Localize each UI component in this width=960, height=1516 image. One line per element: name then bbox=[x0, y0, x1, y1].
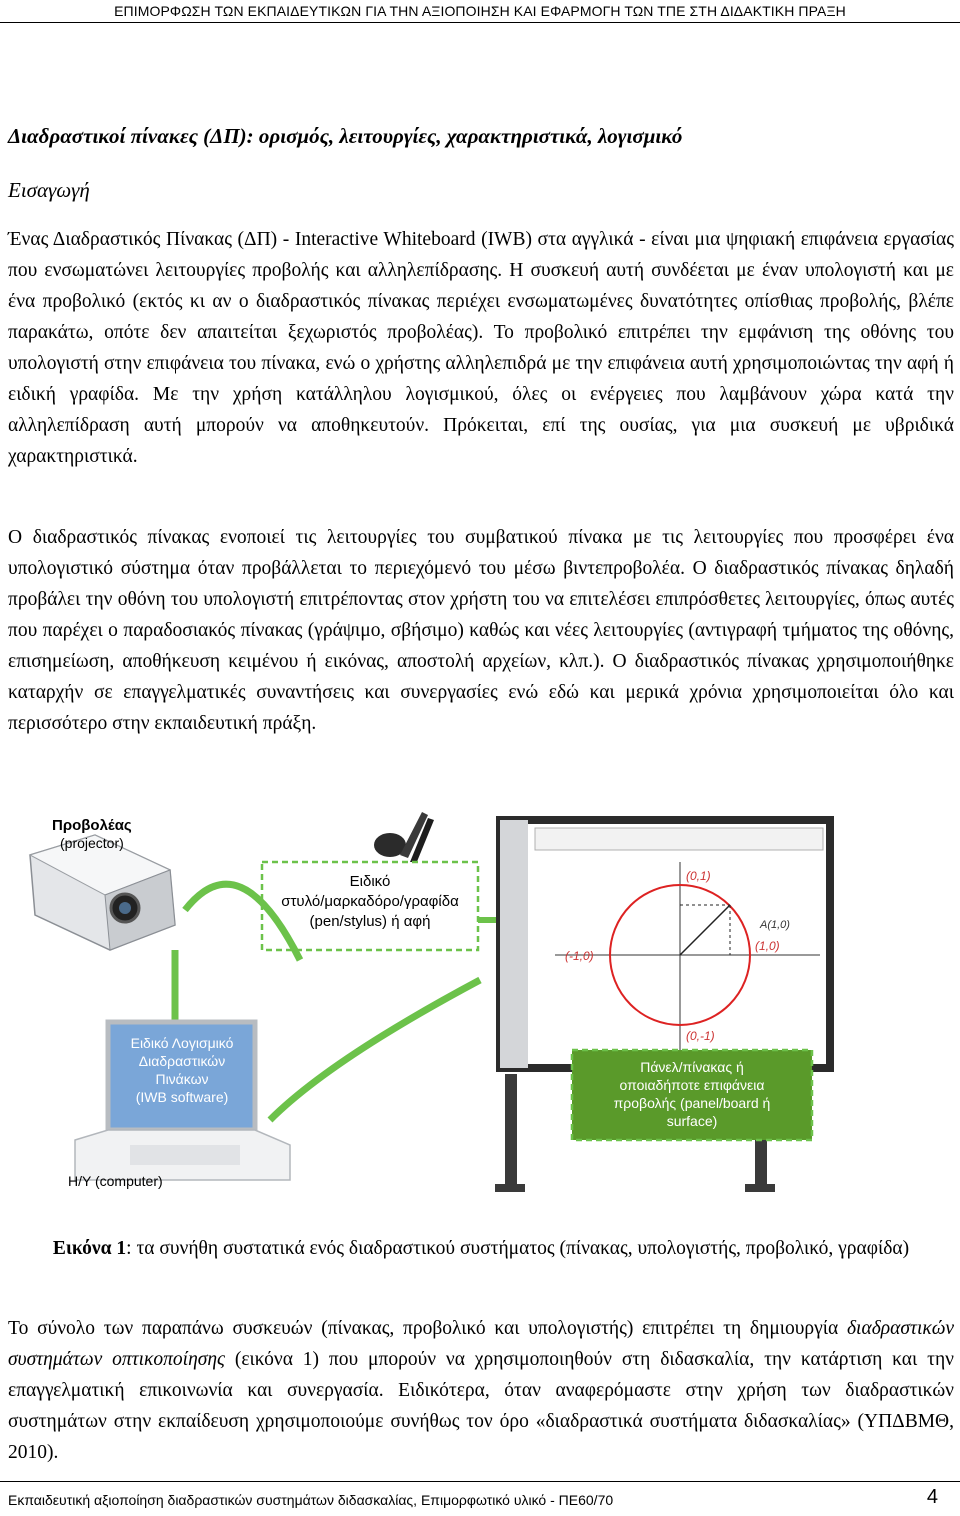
board-label-1: Πάνελ/πίνακας ή bbox=[640, 1059, 744, 1075]
arrow-computer-board bbox=[270, 980, 480, 1120]
board-mark-5: A(1,0) bbox=[760, 919, 790, 931]
paragraph-functions: Ο διαδραστικός πίνακας ενοποιεί τις λειτουργίες του συμβατικού πίνακα με τις λειτουργίες που προσφέρει ένα υπολογιστικό σύστημα όταν προβάλλεται το περιεχόμενό του μέσω βιντεπροβολέα. Ο διαδραστικός πίνακας δηλαδή προβάλει την οθόνη του υπολογιστή επιτρέποντας στον χρήστη του να επιτελέσει επιπρόσθετες λειτουργίες, όπως αυτές που παρέχει ο παραδοσιακός πίνακας (γράψιμο, σβήσιμο) καθώς και νέες λειτουργίες (αντιγραφή τμήματος της οθόνης, επισημείωση, αποθήκευση κειμένου ή εικόνας, αποστολή αρχείων, κλπ.). Ο διαδραστικός πίνακας χρησιμοποιήθηκε καταρχήν σε επαγγελματικές συναντήσεις και συνεργασίες ενώ εδώ και μερικά χρόνια χρησιμοποιείται όλο και περισσότερο στην εκπαιδευτική πράξη. bbox=[8, 527, 954, 734]
pen-label-3: (pen/stylus) ή αφή bbox=[309, 913, 431, 930]
board-mark-4: (1,0) bbox=[755, 939, 780, 953]
subsection-title: Εισαγωγή bbox=[8, 178, 90, 202]
board-mark-3: (0,1) bbox=[686, 869, 711, 883]
page-number: 4 bbox=[926, 1486, 938, 1508]
pen-label-1: Ειδικό bbox=[349, 873, 391, 890]
stylus-image bbox=[374, 812, 434, 864]
p3-text-a: Το σύνολο των παραπάνω συσκευών (πίνακας, προβολικό και υπολογιστής) επιτρέπει τη δημιουργία bbox=[8, 1318, 847, 1339]
p3-emphasis: διαδραστικών συστημάτων οπτικοποίησης bbox=[8, 1318, 954, 1370]
page-footer bbox=[0, 1481, 960, 1516]
software-label-2: Διαδραστικών bbox=[138, 1053, 226, 1069]
board-label-2: οποιαδήποτε επιφάνεια bbox=[619, 1077, 765, 1093]
caption-text: : τα συνήθη συστατικά ενός διαδραστικού συστήματος (πίνακας, υπολογιστής, προβολικό, γραφίδα) bbox=[126, 1238, 910, 1259]
projector-image bbox=[30, 835, 175, 950]
software-label-3: Πινάκων bbox=[155, 1071, 209, 1087]
iwb-system-figure bbox=[0, 800, 960, 1215]
caption-label: Εικόνα 1 bbox=[52, 1238, 127, 1259]
p3-text-b: (εικόνα 1) που μπορούν να χρησιμοποιηθούν στη διδασκαλία, την κατάρτιση και την επαγγελματική επικοινωνία και συνεργασία. Ειδικότερα, όταν αναφερόμαστε στην χρήση των διαδραστικών συστημάτων στην εκπαίδευση χρησιμοποιούμε συνήθως τον όρο «διαδραστικά συστήματα διδασκαλίας» (ΥΠΔΒΜΘ, 2010). bbox=[8, 1349, 954, 1463]
paragraph-systems bbox=[8, 1313, 954, 1468]
software-label-4: (IWB software) bbox=[135, 1089, 229, 1105]
running-header: ΕΠΙΜΟΡΦΩΣΗ ΤΩΝ ΕΚΠΑΙΔΕΥΤΙΚΩΝ ΓΙΑ ΤΗΝ ΑΞΙΟΠΟΙΗΣΗ ΚΑΙ ΕΦΑΡΜΟΓΗ ΤΩΝ ΤΠΕ ΣΤΗ ΔΙΔΑΚΤΙΚΗ ΠΡΑΞΗ bbox=[0, 0, 960, 23]
footer-text: Εκπαιδευτική αξιοποίηση διαδραστικών συστημάτων διδασκαλίας, Επιμορφωτικό υλικό - ΠΕ60/70 bbox=[8, 1492, 614, 1508]
figure-caption bbox=[8, 1234, 954, 1264]
paragraph-intro: Ένας Διαδραστικός Πίνακας (ΔΠ) - Interactive Whiteboard (IWB) στα αγγλικά - είναι μια ψηφιακή επιφάνεια εργασίας που ενσωματώνει λειτουργίες προβολής και αλληλεπίδρασης. Η συσκευή αυτή συνδέεται με έναν υπολογιστή και με ένα προβολικό (εκτός κι αν ο διαδραστικός πίνακας περιέχει ενσωματωμένες δυνατότητες οπίσθιας προβολής, βλέπε παρακάτω, οπότε δεν απαιτείται ξεχωριστός προβολέας). Το προβολικό επιτρέπει την εμφάνιση της οθόνης του υπολογιστή στην επιφάνεια του πίνακα, ενώ ο χρήστης αλληλεπιδρά με την επιφάνεια αυτή χρησιμοποιώντας την αφή ή ειδική γραφίδα. Με την χρήση κατάλληλου λογισμικού, όλες οι ενέργειες που λαμβάνουν χώρα κατά την αλληλεπίδραση αυτή μπορούν να αποθηκευτούν. Πρόκειται, επί της ουσίας, για μια συσκευή με υβριδικά χαρακτηριστικά. bbox=[8, 229, 954, 467]
projector-label-2: (projector) bbox=[60, 835, 124, 851]
board-mark-1: (-1,0) bbox=[565, 949, 594, 963]
pen-label-2: στυλό/μαρκαδόρο/γραφίδα bbox=[281, 893, 459, 910]
section-title: Διαδραστικοί πίνακες (ΔΠ): ορισμός, λειτουργίες, χαρακτηριστικά, λογισμικό bbox=[8, 124, 683, 148]
software-label-1: Ειδικό Λογισμικό bbox=[130, 1035, 234, 1051]
board-mark-2: (0,-1) bbox=[686, 1029, 715, 1043]
board-label-3: προβολής (panel/board ή bbox=[613, 1095, 771, 1111]
computer-label: Η/Υ (computer) bbox=[68, 1173, 163, 1189]
projector-label-1: Προβολέας bbox=[52, 817, 132, 834]
board-label-4: surface) bbox=[666, 1113, 718, 1129]
